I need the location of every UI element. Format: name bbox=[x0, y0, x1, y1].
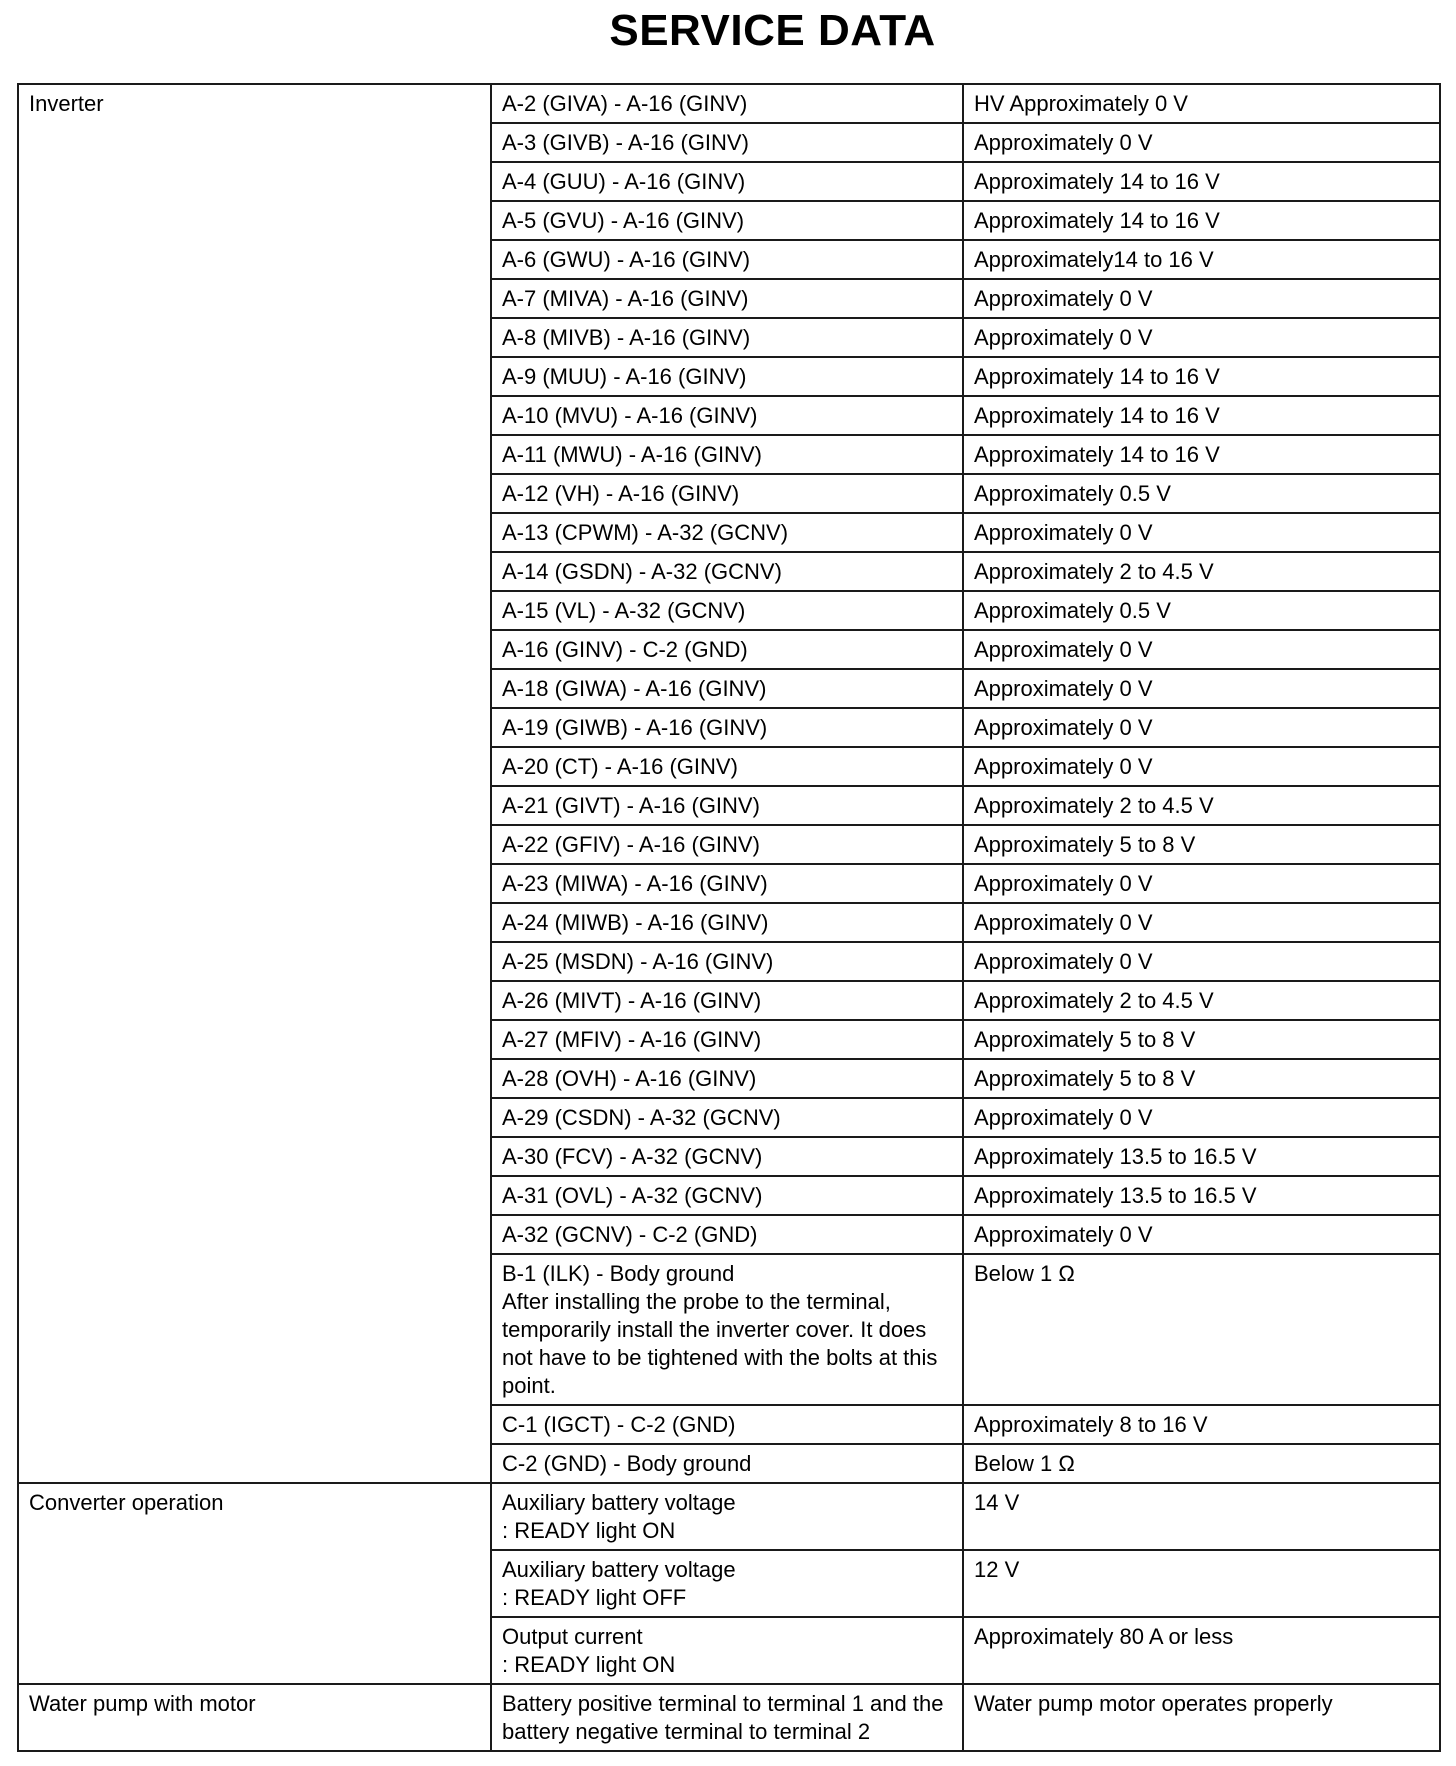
terminal-cell: A-23 (MIWA) - A-16 (GINV) bbox=[491, 864, 963, 903]
terminal-cell: A-20 (CT) - A-16 (GINV) bbox=[491, 747, 963, 786]
terminal-cell: Output current : READY light ON bbox=[491, 1617, 963, 1684]
terminal-cell: A-5 (GVU) - A-16 (GINV) bbox=[491, 201, 963, 240]
specification-cell: Approximately 0 V bbox=[963, 630, 1440, 669]
specification-cell: Approximately 5 to 8 V bbox=[963, 1020, 1440, 1059]
specification-cell: Approximately 0 V bbox=[963, 279, 1440, 318]
terminal-cell: A-32 (GCNV) - C-2 (GND) bbox=[491, 1215, 963, 1254]
service-data-body bbox=[18, 84, 1440, 1751]
specification-cell: Approximately 13.5 to 16.5 V bbox=[963, 1137, 1440, 1176]
specification-cell: Approximately 0 V bbox=[963, 903, 1440, 942]
terminal-cell: C-2 (GND) - Body ground bbox=[491, 1444, 963, 1483]
terminal-cell: A-4 (GUU) - A-16 (GINV) bbox=[491, 162, 963, 201]
specification-cell: Approximately 14 to 16 V bbox=[963, 435, 1440, 474]
section-name-cell: Inverter bbox=[18, 84, 491, 1483]
specification-cell: Approximately 14 to 16 V bbox=[963, 357, 1440, 396]
section-name-cell: Water pump with motor bbox=[18, 1684, 491, 1751]
terminal-cell: Auxiliary battery voltage : READY light ON bbox=[491, 1483, 963, 1550]
terminal-cell: A-22 (GFIV) - A-16 (GINV) bbox=[491, 825, 963, 864]
specification-cell: Approximately 5 to 8 V bbox=[963, 825, 1440, 864]
terminal-cell: A-13 (CPWM) - A-32 (GCNV) bbox=[491, 513, 963, 552]
specification-cell: Approximately 8 to 16 V bbox=[963, 1405, 1440, 1444]
specification-cell: 14 V bbox=[963, 1483, 1440, 1550]
terminal-cell: B-1 (ILK) - Body ground After installing the probe to the terminal, temporarily install the inverter cover. It does not have to be tightened with the bolts at this point. bbox=[491, 1254, 963, 1405]
specification-cell: Approximately 0 V bbox=[963, 669, 1440, 708]
terminal-cell: A-9 (MUU) - A-16 (GINV) bbox=[491, 357, 963, 396]
terminal-cell: A-18 (GIWA) - A-16 (GINV) bbox=[491, 669, 963, 708]
specification-cell: Approximately 0 V bbox=[963, 942, 1440, 981]
terminal-cell: A-28 (OVH) - A-16 (GINV) bbox=[491, 1059, 963, 1098]
terminal-cell: Auxiliary battery voltage : READY light OFF bbox=[491, 1550, 963, 1617]
terminal-cell: A-25 (MSDN) - A-16 (GINV) bbox=[491, 942, 963, 981]
terminal-cell: A-7 (MIVA) - A-16 (GINV) bbox=[491, 279, 963, 318]
specification-cell: Approximately 5 to 8 V bbox=[963, 1059, 1440, 1098]
specification-cell: Below 1 Ω bbox=[963, 1444, 1440, 1483]
terminal-cell: A-8 (MIVB) - A-16 (GINV) bbox=[491, 318, 963, 357]
service-data-table bbox=[17, 83, 1441, 1752]
specification-cell: Approximately 13.5 to 16.5 V bbox=[963, 1176, 1440, 1215]
terminal-cell: Battery positive terminal to terminal 1 and the battery negative terminal to terminal 2 bbox=[491, 1684, 963, 1751]
specification-cell: Approximately 0 V bbox=[963, 318, 1440, 357]
terminal-cell: A-24 (MIWB) - A-16 (GINV) bbox=[491, 903, 963, 942]
terminal-cell: A-2 (GIVA) - A-16 (GINV) bbox=[491, 84, 963, 123]
specification-cell: Approximately 0 V bbox=[963, 1215, 1440, 1254]
terminal-cell: A-10 (MVU) - A-16 (GINV) bbox=[491, 396, 963, 435]
specification-cell: Below 1 Ω bbox=[963, 1254, 1440, 1405]
specification-cell: Approximately 2 to 4.5 V bbox=[963, 552, 1440, 591]
specification-cell: Approximately 14 to 16 V bbox=[963, 396, 1440, 435]
terminal-cell: A-11 (MWU) - A-16 (GINV) bbox=[491, 435, 963, 474]
specification-cell: Approximately14 to 16 V bbox=[963, 240, 1440, 279]
table-row bbox=[18, 84, 1440, 123]
specification-cell: Approximately 0 V bbox=[963, 1098, 1440, 1137]
terminal-cell: A-14 (GSDN) - A-32 (GCNV) bbox=[491, 552, 963, 591]
terminal-cell: A-15 (VL) - A-32 (GCNV) bbox=[491, 591, 963, 630]
terminal-cell: A-31 (OVL) - A-32 (GCNV) bbox=[491, 1176, 963, 1215]
specification-cell: Approximately 0 V bbox=[963, 747, 1440, 786]
terminal-cell: A-26 (MIVT) - A-16 (GINV) bbox=[491, 981, 963, 1020]
terminal-cell: C-1 (IGCT) - C-2 (GND) bbox=[491, 1405, 963, 1444]
specification-cell: Approximately 0 V bbox=[963, 708, 1440, 747]
specification-cell: Approximately 2 to 4.5 V bbox=[963, 981, 1440, 1020]
terminal-cell: A-6 (GWU) - A-16 (GINV) bbox=[491, 240, 963, 279]
specification-cell: Approximately 2 to 4.5 V bbox=[963, 786, 1440, 825]
terminal-cell: A-12 (VH) - A-16 (GINV) bbox=[491, 474, 963, 513]
specification-cell: Approximately 0 V bbox=[963, 513, 1440, 552]
specification-cell: Approximately 0.5 V bbox=[963, 474, 1440, 513]
terminal-cell: A-16 (GINV) - C-2 (GND) bbox=[491, 630, 963, 669]
terminal-cell: A-19 (GIWB) - A-16 (GINV) bbox=[491, 708, 963, 747]
terminal-cell: A-29 (CSDN) - A-32 (GCNV) bbox=[491, 1098, 963, 1137]
table-row bbox=[18, 1483, 1440, 1550]
specification-cell: 12 V bbox=[963, 1550, 1440, 1617]
specification-cell: Approximately 0 V bbox=[963, 123, 1440, 162]
specification-cell: Approximately 14 to 16 V bbox=[963, 201, 1440, 240]
specification-cell: Approximately 0 V bbox=[963, 864, 1440, 903]
section-name-cell: Converter operation bbox=[18, 1483, 491, 1684]
terminal-cell: A-27 (MFIV) - A-16 (GINV) bbox=[491, 1020, 963, 1059]
specification-cell: Approximately 80 A or less bbox=[963, 1617, 1440, 1684]
page-title: SERVICE DATA bbox=[609, 6, 936, 55]
terminal-cell: A-21 (GIVT) - A-16 (GINV) bbox=[491, 786, 963, 825]
specification-cell: HV Approximately 0 V bbox=[963, 84, 1440, 123]
terminal-cell: A-30 (FCV) - A-32 (GCNV) bbox=[491, 1137, 963, 1176]
table-row bbox=[18, 1684, 1440, 1751]
specification-cell: Approximately 14 to 16 V bbox=[963, 162, 1440, 201]
specification-cell: Approximately 0.5 V bbox=[963, 591, 1440, 630]
specification-cell: Water pump motor operates properly bbox=[963, 1684, 1440, 1751]
terminal-cell: A-3 (GIVB) - A-16 (GINV) bbox=[491, 123, 963, 162]
